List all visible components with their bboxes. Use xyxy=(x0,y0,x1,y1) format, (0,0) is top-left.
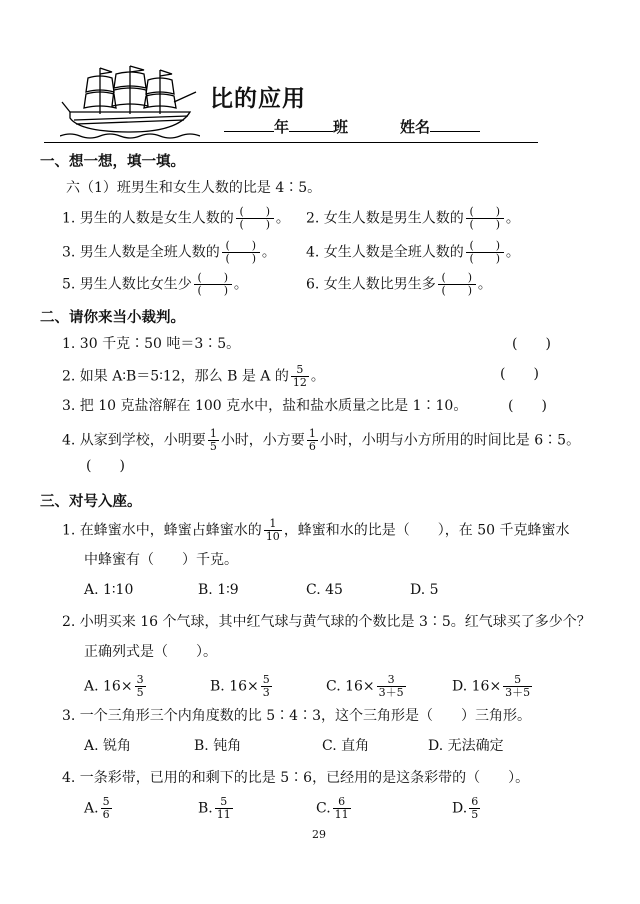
s3-q3: 3. 一个三角形三个内角度数的比 5∶4∶3，这个三角形是（ ）三角形。 xyxy=(62,708,531,724)
student-info-line xyxy=(224,116,480,137)
grade-blank[interactable] xyxy=(224,117,274,132)
section-2-heading: 二、请你来当小裁判。 xyxy=(40,310,185,326)
s3-q4-option-c[interactable]: C. $\frac{6}{11}$ xyxy=(316,795,349,821)
answer-fraction[interactable]: $\frac{( )}{( )}$ xyxy=(466,240,504,265)
name-label: 姓名 xyxy=(400,118,431,136)
answer-fraction[interactable]: $\frac{( )}{( )}$ xyxy=(194,272,232,297)
s1-q2: 2. 女生人数是男生人数的 $\frac{( )}{( )}$ 。 xyxy=(306,205,520,231)
s2-q1: 1. 30 千克∶50 吨＝3∶5。 xyxy=(62,336,241,352)
s3-q2: 2. 小明买来 16 个气球，其中红气球与黄气球的个数比是 3∶5。红气球买了多少个？ xyxy=(62,614,591,630)
s3-q1: 1. 在蜂蜜水中，蜂蜜占蜂蜜水的 $\frac{1}{10}$ ，蜂蜜和水的比是（ ），在 50 千克蜂蜜水 xyxy=(62,517,570,543)
answer-fraction[interactable]: $\frac{( )}{( )}$ xyxy=(236,206,274,231)
s1-intro: 六（1）班男生和女生人数的比是 4∶5。 xyxy=(66,180,322,196)
s1-q1: 1. 男生的人数是女生人数的 $\frac{( )}{( )}$ 。 xyxy=(62,205,290,231)
s3-q2-option-d[interactable]: D. 16× $\frac{5}{3+5}$ xyxy=(452,673,531,699)
answer-fraction[interactable]: $\frac{( )}{( )}$ xyxy=(466,206,504,231)
s3-q2-option-c[interactable]: C. 16× $\frac{3}{3+5}$ xyxy=(326,673,404,699)
s2-q4: 4. 从家到学校，小明要 $\frac{1}{5}$ 小时，小方要 $\frac{1}{6}$ 小时，小明与小方所用的时间比是 6∶5。 xyxy=(62,427,581,453)
s3-q1-option-b[interactable]: B. 1∶9 xyxy=(198,582,239,598)
s3-q2-option-a[interactable]: A. 16× $\frac{3}{5}$ xyxy=(84,673,144,699)
s1-q3: 3. 男生人数是全班人数的 $\frac{( )}{( )}$ 。 xyxy=(62,239,276,265)
section-3-heading: 三、对号入座。 xyxy=(40,494,142,510)
s2-q3-answer[interactable]: ( ) xyxy=(508,398,547,414)
s3-q4-option-b[interactable]: B. $\frac{5}{11}$ xyxy=(198,795,231,821)
s3-q1-option-c[interactable]: C. 45 xyxy=(306,582,343,598)
s3-q3-option-b[interactable]: B. 钝角 xyxy=(194,738,242,754)
s2-q1-answer[interactable]: ( ) xyxy=(512,336,551,352)
s2-q2: 2. 如果 A∶B＝5∶12，那么 B 是 A 的 $\frac{5}{12}$ 。 xyxy=(62,363,325,389)
s1-q5: 5. 男生人数比女生少 $\frac{( )}{( )}$ 。 xyxy=(62,271,248,297)
s2-q4-answer[interactable]: ( ) xyxy=(86,458,125,474)
s1-q6: 6. 女生人数比男生多 $\frac{( )}{( )}$ 。 xyxy=(306,271,492,297)
s3-q3-option-d[interactable]: D. 无法确定 xyxy=(428,738,504,754)
s1-q4: 4. 女生人数是全班人数的 $\frac{( )}{( )}$ 。 xyxy=(306,239,520,265)
page-number: 29 xyxy=(312,828,326,841)
answer-fraction[interactable]: $\frac{( )}{( )}$ xyxy=(438,272,476,297)
s3-q2-option-b[interactable]: B. 16× $\frac{5}{3}$ xyxy=(210,673,270,699)
s3-q4-option-a[interactable]: A. $\frac{5}{6}$ xyxy=(84,795,110,821)
s2-q2-answer[interactable]: ( ) xyxy=(500,366,539,382)
s2-q3: 3. 把 10 克盐溶解在 100 克水中，盐和盐水质量之比是 1∶10。 xyxy=(62,398,468,414)
s3-q1-option-d[interactable]: D. 5 xyxy=(410,582,439,598)
s3-q1-cont: 中蜂蜜有（ ）千克。 xyxy=(84,552,238,568)
section-1-heading: 一、想一想，填一填。 xyxy=(40,154,185,170)
grade-label: 年 xyxy=(274,118,290,136)
s3-q3-option-a[interactable]: A. 锐角 xyxy=(84,738,132,754)
s3-q2-cont: 正确列式是（ ）。 xyxy=(84,644,217,660)
class-blank[interactable] xyxy=(289,117,333,132)
header-divider xyxy=(44,142,538,143)
class-label: 班 xyxy=(333,118,349,136)
answer-fraction[interactable]: $\frac{( )}{( )}$ xyxy=(222,240,260,265)
name-blank[interactable] xyxy=(430,117,480,132)
ship-illustration xyxy=(60,62,200,140)
s3-q4-option-d[interactable]: D. $\frac{6}{5}$ xyxy=(452,795,479,821)
s3-q3-option-c[interactable]: C. 直角 xyxy=(322,738,370,754)
s3-q4: 4. 一条彩带，已用的和剩下的比是 5∶6，已经用的是这条彩带的（ ）。 xyxy=(62,770,530,786)
s3-q1-option-a[interactable]: A. 1∶10 xyxy=(84,582,134,598)
page-title: 比的应用 xyxy=(210,86,306,112)
